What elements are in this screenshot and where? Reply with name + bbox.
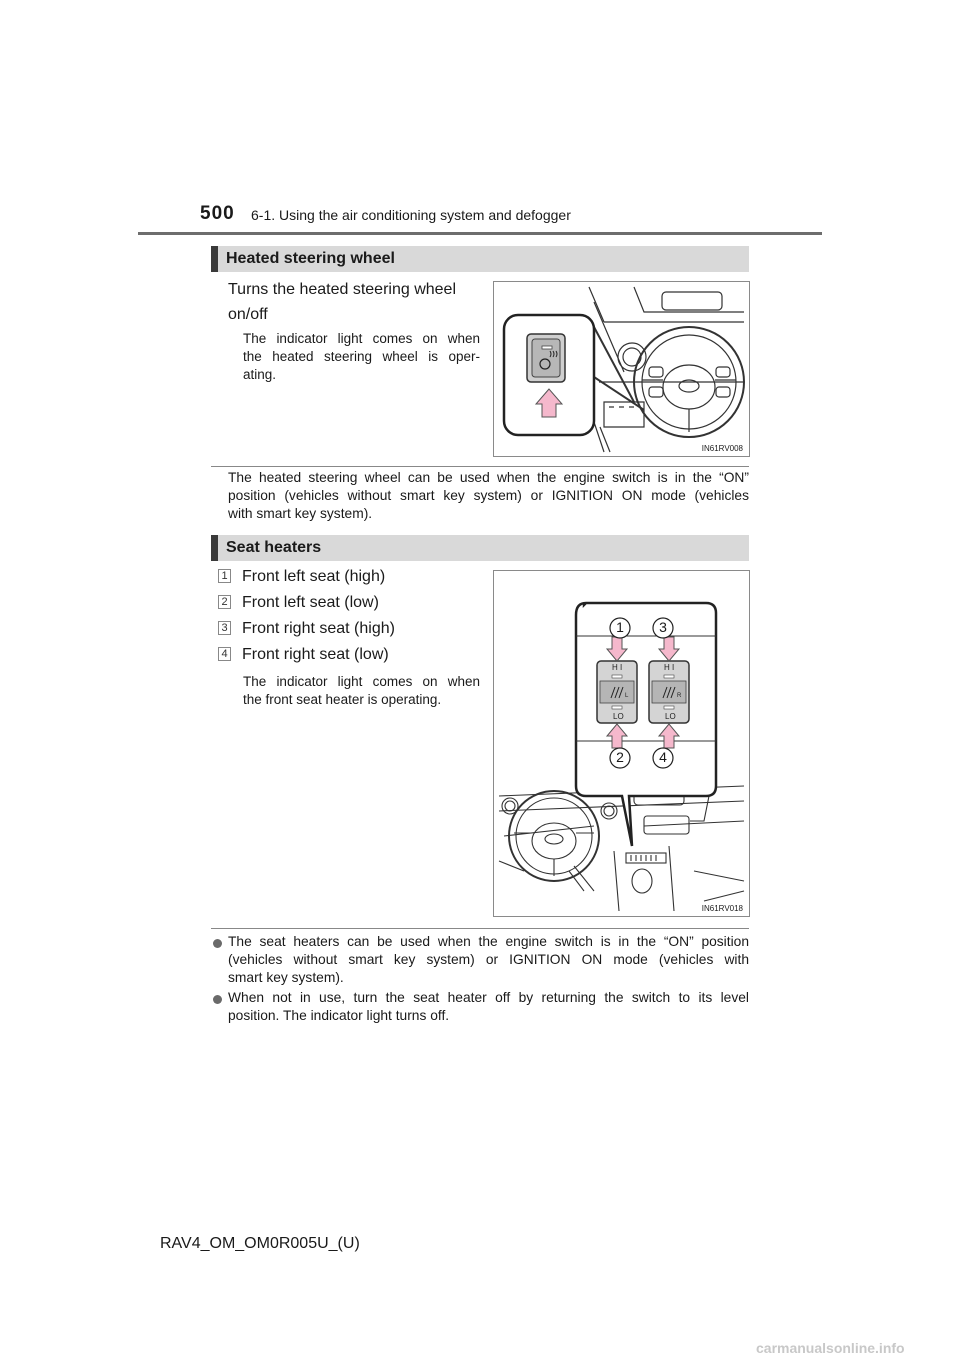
callout-3: 3	[659, 619, 667, 635]
seat-desc-line2: the front seat heater is operating.	[243, 692, 442, 707]
switch-left-hi-label: H I	[612, 663, 623, 672]
seat-heater-list	[218, 566, 468, 670]
seat-note-bullet-1	[228, 933, 749, 987]
steering-desc-line1: The indicator light comes on when	[243, 331, 480, 346]
steering-wheel-illustration	[494, 282, 749, 456]
callout-4: 4	[659, 749, 667, 765]
chapter-title: 6-1. Using the air conditioning system and defogger	[251, 207, 571, 223]
steering-note-line1: The heated steering wheel can be used when the engine switch is in the “ON”	[228, 470, 749, 485]
steering-figure-code: IN61RV008	[701, 444, 743, 453]
list-item-number: 1	[218, 569, 231, 583]
callout-1: 1	[616, 619, 624, 635]
seat-desc	[243, 673, 480, 709]
steering-note	[228, 469, 749, 523]
page-number: 500	[200, 203, 235, 224]
list-item	[218, 566, 468, 592]
seat-heater-figure	[493, 570, 750, 917]
seat-note-divider	[211, 928, 749, 929]
list-item	[218, 618, 468, 644]
steering-note-line3: with smart key system).	[228, 506, 373, 521]
seat-note-bullet-2	[228, 989, 749, 1025]
seat-desc-line1: The indicator light comes on when	[243, 674, 480, 689]
steering-lead-line1: Turns the heated steering wheel	[228, 281, 456, 298]
list-item-label: Front left seat (high)	[242, 568, 386, 585]
callout-2: 2	[616, 749, 624, 765]
switch-right-hi-label: H I	[664, 663, 675, 672]
steering-note-line2: position (vehicles without smart key system) or IGNITION ON mode (vehicles	[228, 488, 749, 503]
list-item-number: 3	[218, 621, 231, 635]
steering-wheel-figure	[493, 281, 750, 457]
steering-lead-line2: on/off	[228, 306, 268, 323]
note-divider	[211, 466, 749, 467]
steering-desc-line3: ating.	[243, 367, 277, 382]
watermark: carmanualsonline.info	[756, 1340, 905, 1356]
document-code: RAV4_OM_OM0R005U_(U)	[160, 1235, 360, 1252]
list-item	[218, 644, 468, 670]
bullet2-line2: position. The indicator light turns off.	[228, 1008, 450, 1023]
steering-desc-line2: the heated steering wheel is oper-	[243, 349, 480, 364]
list-item-label: Front left seat (low)	[242, 594, 379, 611]
bullet-icon	[213, 995, 222, 1004]
section-heading-seat-heaters: Seat heaters	[211, 535, 749, 561]
switch-right-lo-label: LO	[665, 712, 676, 721]
bullet-icon	[213, 939, 222, 948]
switch-left-lo-label: LO	[613, 712, 624, 721]
bullet2-line1: When not in use, turn the seat heater off by returning the switch to its level	[228, 990, 749, 1005]
bullet1-line3: smart key system).	[228, 970, 344, 985]
bullet1-line2: (vehicles without smart key system) or IGNITION ON mode (vehicles with	[228, 952, 749, 967]
list-item-label: Front right seat (high)	[242, 620, 395, 637]
list-item-number: 4	[218, 647, 231, 661]
list-item	[218, 592, 468, 618]
list-item-label: Front right seat (low)	[242, 646, 389, 663]
switch-right-mark: R	[677, 693, 682, 699]
list-item-number: 2	[218, 595, 231, 609]
header-rule	[138, 232, 822, 235]
steering-desc	[243, 330, 480, 384]
section-heading-heated-steering-wheel: Heated steering wheel	[211, 246, 749, 272]
switch-left-mark: L	[625, 693, 629, 699]
bullet1-line1: The seat heaters can be used when the engine switch is in the “ON” position	[228, 934, 749, 949]
seat-figure-code: IN61RV018	[701, 904, 743, 913]
